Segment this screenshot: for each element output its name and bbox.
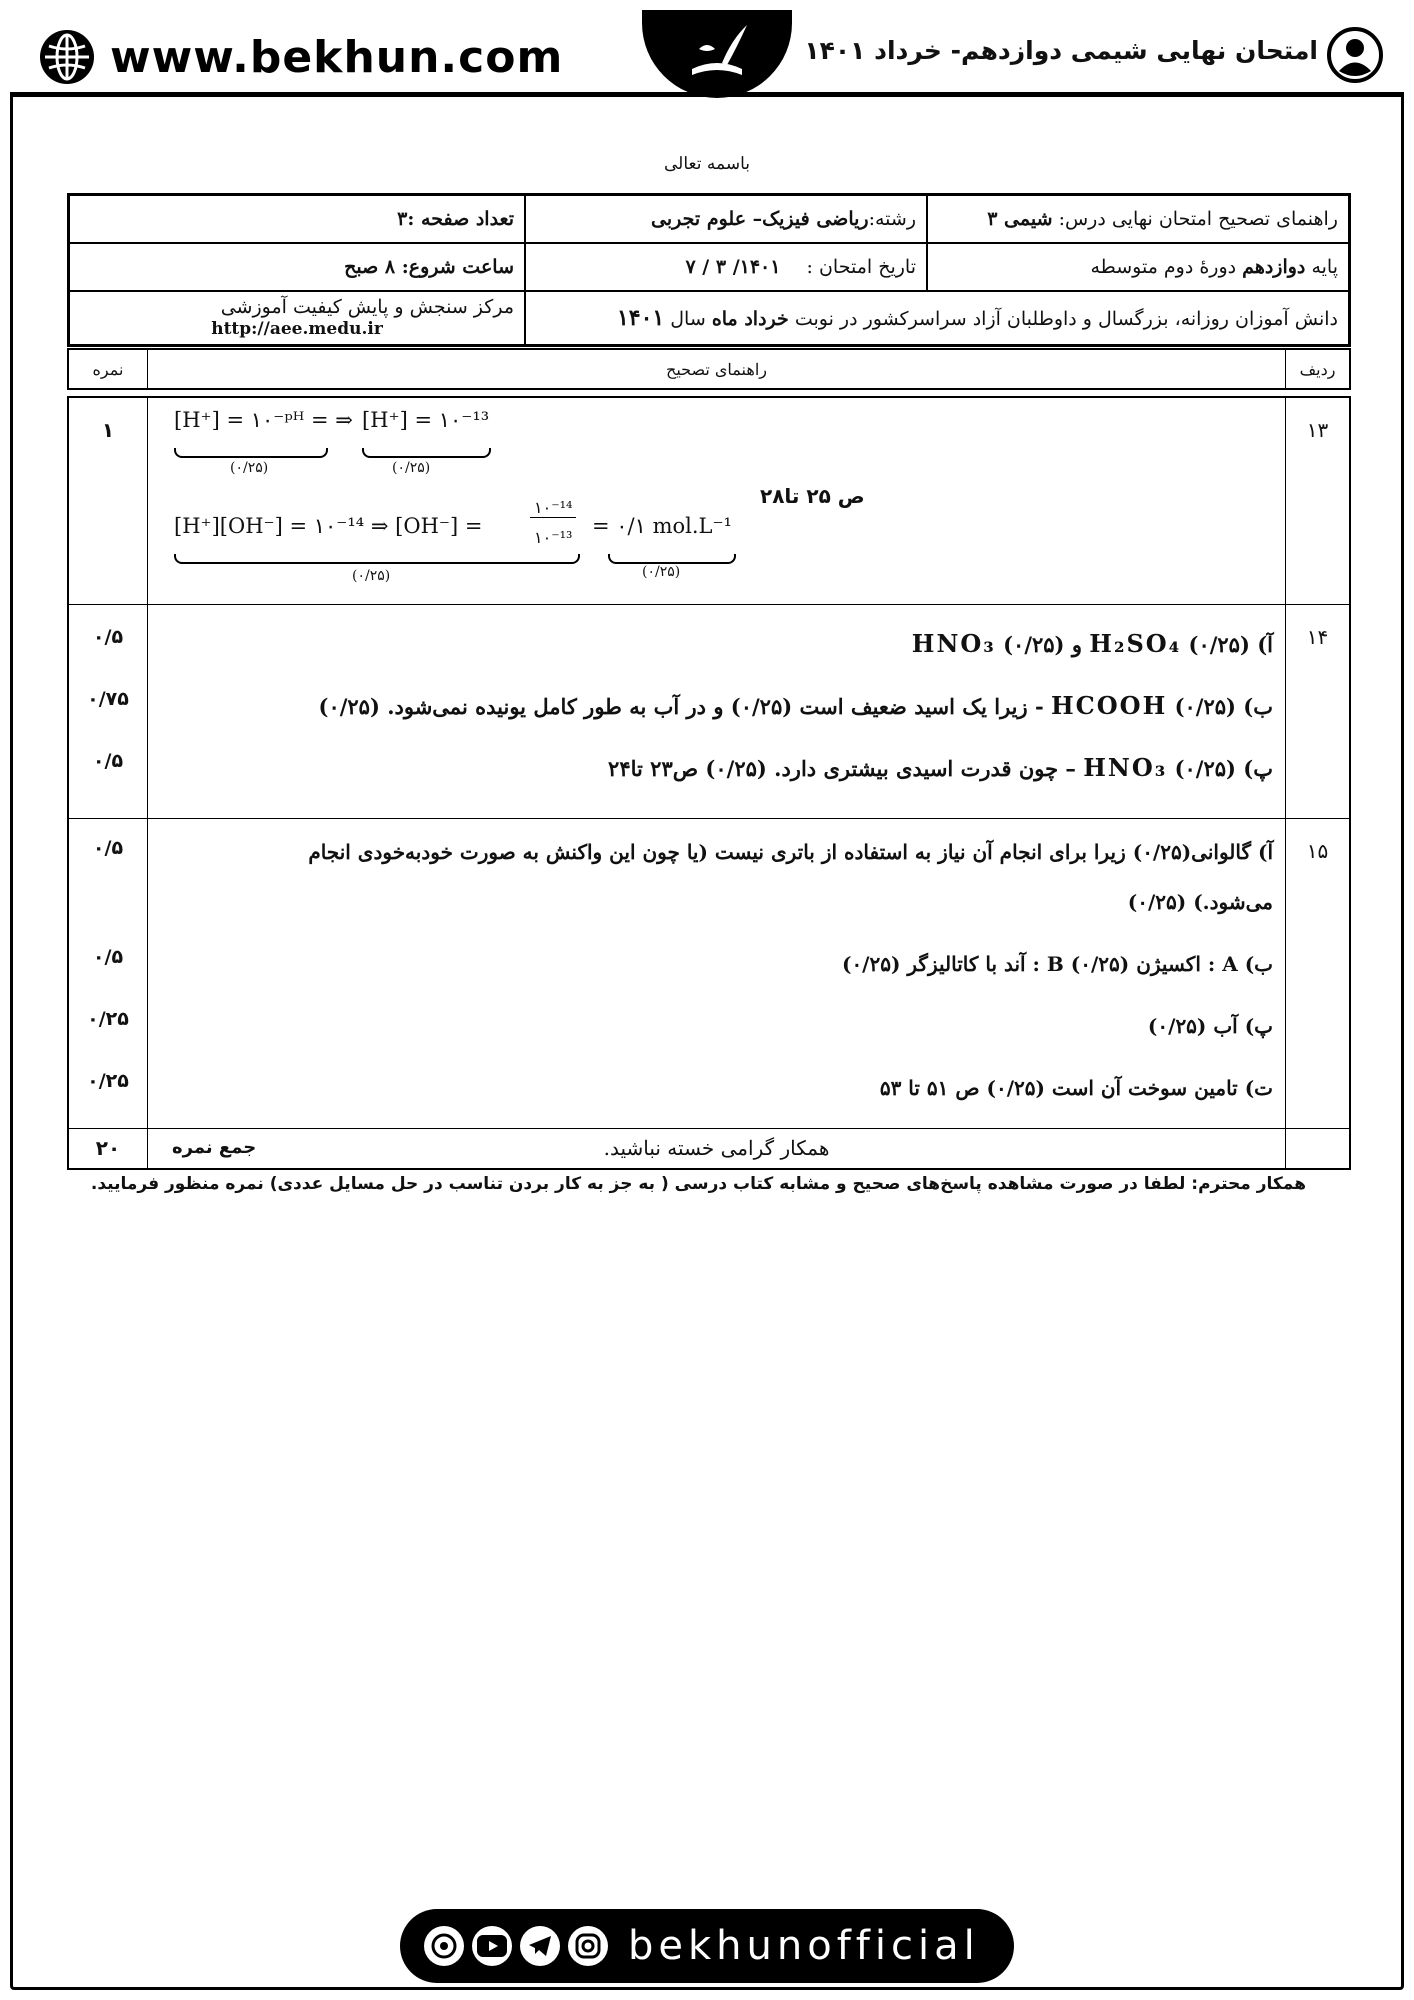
mark-label: (۰/۲۵) xyxy=(642,564,681,580)
date-cell xyxy=(525,243,927,291)
brand-logo xyxy=(642,10,792,98)
site-url[interactable]: www.bekhun.com xyxy=(110,31,564,83)
answer-text: (۰/۲۵) xyxy=(1003,632,1065,657)
equation-block xyxy=(160,406,1273,596)
equation-result: = ۰/۱ mol.L⁻¹ xyxy=(592,514,732,538)
answer-line-b xyxy=(160,675,1273,737)
course-cell xyxy=(927,195,1350,244)
answer-line-t: ت) تامین سوخت آن است (۰/۲۵) ص ۵۱ تا ۵۳ xyxy=(879,1076,1273,1100)
question-scores xyxy=(68,605,148,819)
mark-label: (۰/۲۵) xyxy=(352,568,391,584)
total-row xyxy=(68,1129,1350,1169)
answer-content xyxy=(148,397,1286,605)
answer-text: (۰/۲۵) - زیرا یک اسید ضعیف است (۰/۲۵) و در آب به طور کامل یونیده نمی‌شود. (۰/۲۵) xyxy=(318,694,1236,719)
year-value: ۱۴۰۱ xyxy=(616,305,665,331)
session-name: خرداد ماه xyxy=(711,308,789,330)
answer-content xyxy=(148,819,1286,1129)
formula-hcooh: HCOOH xyxy=(1051,691,1168,720)
total-cell xyxy=(148,1129,1286,1169)
answer-line-p: پ) آب (۰/۲۵) xyxy=(1147,1014,1273,1038)
exam-title: امتحان نهایی شیمی دوازدهم- خرداد ۱۴۰۱ xyxy=(804,36,1318,65)
top-bar xyxy=(10,10,1404,97)
part-score: ۰/۵ xyxy=(92,750,124,772)
equation-h-value: [H⁺] = ۱۰⁻¹³ xyxy=(362,408,490,432)
answer-line-a1: آ) گالوانی(۰/۲۵) زیرا برای انجام آن نیاز به استفاده از باتری نیست (یا چون این واکنش به صورت خودبه‌خودی انجام xyxy=(308,840,1273,864)
center-name: مرکز سنجش و پایش کیفیت آموزشی xyxy=(220,296,514,318)
social-handle[interactable]: bekhunofficial xyxy=(628,1923,980,1969)
part-score: ۰/۲۵ xyxy=(87,1070,129,1092)
part-score: ۰/۵ xyxy=(92,837,124,859)
question-row-13 xyxy=(68,397,1350,605)
answer-line-a xyxy=(160,613,1273,675)
field-name: ریاضی فیزیک– علوم تجربی xyxy=(651,208,869,230)
social-bar[interactable] xyxy=(400,1909,1014,1983)
part-score: ۰/۲۵ xyxy=(87,1008,129,1030)
start-time-cell: ساعت شروع: ۸ صبح xyxy=(69,243,526,291)
answer-text: (۰/۲۵) و xyxy=(1071,632,1250,657)
date-label: تاریخ امتحان : xyxy=(806,256,916,278)
total-label: جمع نمره xyxy=(172,1137,257,1158)
formula-h2so4: H₂SO₄ xyxy=(1089,629,1182,658)
field-cell xyxy=(525,195,927,244)
column-score-header: نمره xyxy=(68,349,148,389)
answer-line-a2: می‌شود.) (۰/۲۵) xyxy=(1127,890,1273,914)
answers-table xyxy=(67,396,1351,1170)
answer-line-p xyxy=(160,737,1273,799)
page-reference: ص ۲۵ تا۲۸ xyxy=(760,484,865,508)
question-score: ۱ xyxy=(68,397,148,605)
brace xyxy=(608,554,736,564)
course-name: شیمی ۳ xyxy=(987,208,1053,230)
exam-info-table xyxy=(67,193,1351,347)
basmeh-heading: باسمه تعالی xyxy=(664,154,750,174)
brace xyxy=(174,554,580,564)
formula-hno3: HNO₃ xyxy=(911,629,996,658)
year-label: سال xyxy=(670,308,706,330)
empty-cell xyxy=(1286,1129,1351,1169)
question-row-14 xyxy=(68,605,1350,819)
brace xyxy=(174,448,328,458)
fraction-denominator: ۱۰⁻¹³ xyxy=(534,528,573,547)
equation-kw: [H⁺][OH⁻] = ۱۰⁻¹⁴ ⇒ [OH⁻] = xyxy=(174,514,483,538)
center-cell xyxy=(69,291,526,346)
answer-text: (۰/۲۵) – چون قدرت اسیدی بیشتری دارد. (۰/۲۵) ص۲۳ تا۲۴ xyxy=(608,756,1236,781)
question-scores xyxy=(68,819,148,1129)
students-cell xyxy=(525,291,1350,346)
date-value: ۱۴۰۱/ ۳ / ۷ xyxy=(685,256,781,278)
grader-note: همکار محترم: لطفا در صورت مشاهده پاسخ‌های صحیح و مشابه کتاب درسی ( به جز به کار بردن تناسب در حل مسایل عددی) نمره منظور فرمایید. xyxy=(90,1174,1306,1194)
center-url[interactable]: http://aee.medu.ir xyxy=(211,319,383,339)
mark-label: (۰/۲۵) xyxy=(230,460,269,476)
mark-label: (۰/۲۵) xyxy=(392,460,431,476)
students-line: دانش آموزان روزانه، بزرگسال و داوطلبان آزاد سراسرکشور در نوبت xyxy=(794,308,1338,330)
column-guide-header: راهنمای تصحیح xyxy=(148,349,1286,389)
answer-line-b: ب) A : اکسیژن (۰/۲۵) B : آند با کاتالیزگر (۰/۲۵) xyxy=(841,952,1273,976)
user-icon[interactable] xyxy=(1326,26,1384,84)
closing-message: همکار گرامی خسته نباشید. xyxy=(603,1136,830,1161)
grade-prefix: پایه xyxy=(1311,256,1338,278)
part-score: ۰/۵ xyxy=(92,946,124,968)
formula-hno3: HNO₃ xyxy=(1083,753,1168,782)
part-label: پ) xyxy=(1243,756,1273,781)
grade-suffix: دورهٔ دوم متوسطه xyxy=(1090,256,1237,278)
question-number: ۱۳ xyxy=(1286,397,1351,605)
total-score: ۲۰ xyxy=(68,1129,148,1169)
quill-book-icon xyxy=(677,19,757,89)
course-prefix: راهنمای تصحیح امتحان نهایی درس: xyxy=(1058,208,1338,230)
part-score: ۰/۷۵ xyxy=(87,688,129,710)
brace xyxy=(362,448,491,458)
youtube-icon[interactable] xyxy=(472,1926,512,1966)
grade-name: دوازدهم xyxy=(1242,256,1306,278)
globe-icon xyxy=(38,28,96,86)
pages-cell: تعداد صفحه :۳ xyxy=(69,195,526,244)
site-link[interactable] xyxy=(38,28,563,86)
telegram-icon[interactable] xyxy=(520,1926,560,1966)
part-label: آ) xyxy=(1257,632,1273,657)
grade-cell xyxy=(927,243,1350,291)
equation-h-ph: [H⁺] = ۱۰⁻ᵖᴴ = ⇒ xyxy=(174,408,353,432)
part-score: ۰/۵ xyxy=(92,626,124,648)
column-header-row xyxy=(67,348,1351,390)
instagram-icon[interactable] xyxy=(568,1926,608,1966)
question-number: ۱۴ xyxy=(1286,605,1351,819)
column-row-header: ردیف xyxy=(1286,349,1351,389)
question-row-15 xyxy=(68,819,1350,1129)
podcast-icon[interactable] xyxy=(424,1926,464,1966)
question-number: ۱۵ xyxy=(1286,819,1351,1129)
part-label: ب) xyxy=(1243,694,1273,719)
answer-content xyxy=(148,605,1286,819)
fraction-numerator: ۱۰⁻¹⁴ xyxy=(530,498,576,518)
field-prefix: رشته: xyxy=(868,208,916,230)
